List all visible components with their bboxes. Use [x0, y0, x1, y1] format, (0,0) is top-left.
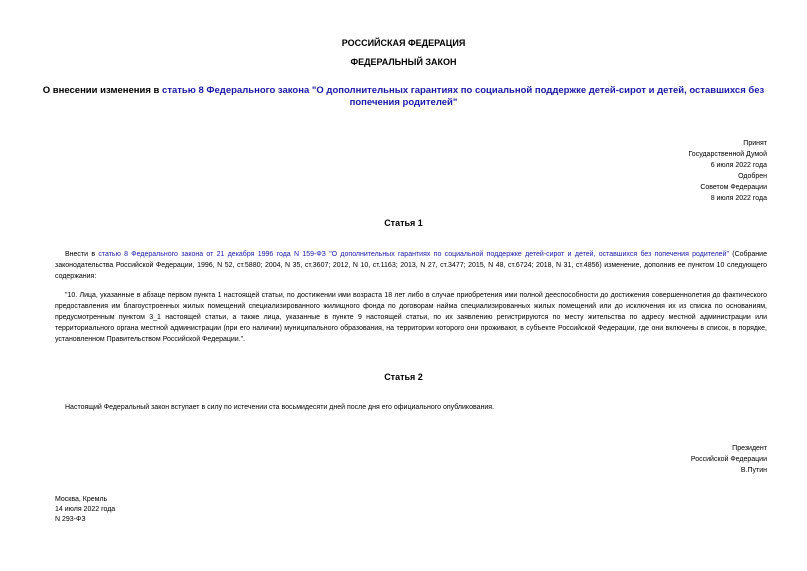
approved-line-2: Советом Федерации — [700, 184, 767, 191]
adopted-line-2: Государственной Думой — [688, 151, 767, 158]
approved-line-1: Одобрен — [738, 173, 767, 180]
article-2-paragraph: Настоящий Федеральный закон вступает в силу по истечении ста восьмидесяти дней после дня его официального опубликования. — [65, 404, 495, 411]
approved-line-3: 8 июля 2022 года — [710, 195, 767, 202]
footer-place: Москва, Кремль — [55, 496, 108, 503]
adopted-line-3: 6 июля 2022 года — [710, 162, 767, 169]
signature-line-2: Российской Федерации — [690, 456, 767, 463]
law-type-heading: ФЕДЕРАЛЬНЫЙ ЗАКОН — [350, 57, 457, 67]
footer-number: N 293-ФЗ — [55, 516, 86, 523]
law-title — [40, 85, 767, 109]
article-1-para-prefix: Внести в — [65, 251, 99, 258]
article-1-heading: Статья 1 — [384, 218, 423, 228]
adoption-block — [688, 138, 767, 204]
signature-line-1: Президент — [732, 445, 767, 452]
footer-block — [55, 495, 115, 525]
article-1-para-suffix: (Собрание законодательства Российской Федерации, 1996, N 52, ст.5880; 2004, N 35, ст.3607; 2012, N 10, ст.1163; 2013, N 27, ст.3477; 2015, N 48, ст.6724; 2018, N 31, ст.4856) изменение, дополнив ее пунктом 10 следующего содержания: — [55, 251, 767, 280]
footer-date: 14 июля 2022 года — [55, 506, 116, 513]
article-1-paragraph-2: "10. Лица, указанные в абзаце первом пункта 1 настоящей статьи, по достижении ими возраста 18 лет либо в случае приобретения ими полной дееспособности до достижения совершеннолетия до фактического предоставления им благоустроенных жилых помещений специализированного жилищного фонда по договорам найма специализированных жилых помещений или до исключения их из списка по основаниям, предусмотренным пунктом 3_1 настоящей статьи, а также лица, указанные в пункте 9 настоящей статьи, по их заявлению регистрируются по месту жительства по адресу местной администрации или территориального органа местной администрации (при его наличии) муниципального образования, на территории которого они проживают, в субъекте Российской Федерации, где они включены в список, в порядке, установленном Правительством Российской Федерации.". — [55, 292, 767, 343]
country-heading: РОССИЙСКАЯ ФЕДЕРАЦИЯ — [341, 38, 466, 48]
article-2-heading: Статья 2 — [384, 372, 423, 382]
signature-line-3: В.Путин — [740, 467, 767, 474]
adopted-line-1: Принят — [743, 140, 767, 147]
law-title-link[interactable]: статью 8 Федерального закона "О дополнительных гарантиях по социальной поддержке детей-сирот и детей, оставшихся без попечения родителей" — [162, 85, 765, 108]
signature-block — [691, 443, 767, 476]
law-title-prefix: О внесении изменения в — [42, 85, 163, 96]
article-1-paragraph-1 — [55, 249, 767, 282]
article-1-law-link[interactable]: статью 8 Федерального закона от 21 декабря 1996 года N 159-ФЗ "О дополнительных гарантиях по социальной поддержке детей-сирот и детей, оставшихся без попечения родителей" — [98, 251, 729, 258]
